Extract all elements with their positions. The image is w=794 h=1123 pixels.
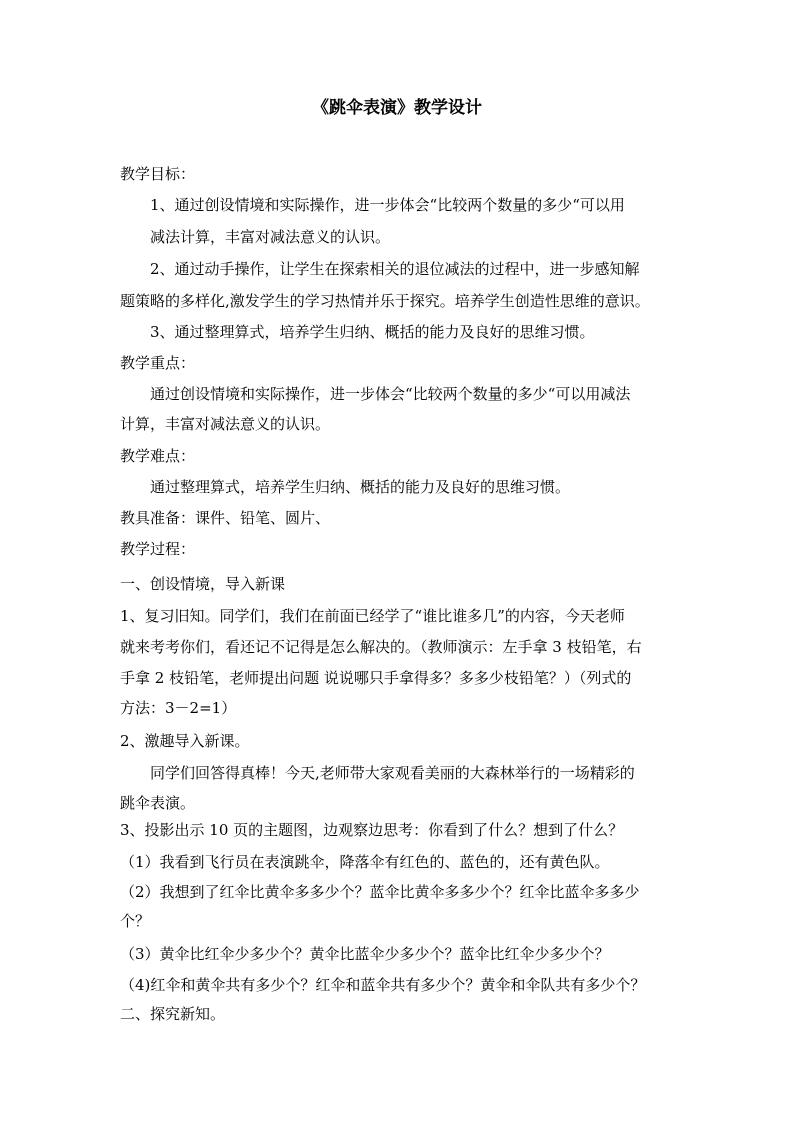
review-line-1: 1、复习旧知。同学们，我们在前面已经学了“谁比谁多几”的内容，今天老师 — [120, 607, 625, 625]
projection-task: 3、投影出示 10 页的主题图，边观察边思考：你看到了什么？想到了什么？ — [120, 821, 624, 839]
section-2-heading: 二、探究新知。 — [120, 1005, 226, 1023]
intro-line-2: 跳伞表演。 — [120, 794, 196, 812]
answer-2-line-2: 个？ — [120, 912, 151, 930]
answer-1: （1）我看到飞行员在表演跳伞，降落伞有红色的、蓝色的，还有黄色队。 — [120, 853, 610, 871]
heading-process: 教学过程： — [120, 540, 196, 558]
review-line-3: 手拿 2 枝铅笔，老师提出问题 说说哪只手拿得多？多多少枝铅笔？）（列式的 — [120, 669, 632, 687]
answer-3: （3）黄伞比红伞少多少个？黄伞比蓝伞少多少个？蓝伞比红伞少多少个？ — [120, 945, 610, 963]
difficulties-text: 通过整理算式，培养学生归纳、概括的能力及良好的思维习惯。 — [150, 478, 571, 496]
document-title: 《跳伞表演》教学设计 — [312, 98, 482, 118]
answer-4: （4)红伞和黄伞共有多少个？红伞和蓝伞共有多少个？黄伞和伞队共有多少个？ — [120, 976, 646, 994]
review-line-4: 方法：3－2=1） — [120, 699, 237, 717]
intro-heading: 2、激趣导入新课。 — [120, 732, 250, 750]
objective-1-line-1: 1、通过创设情境和实际操作，进一步体会“比较两个数量的多少“可以用 — [150, 196, 625, 214]
review-line-2: 就来考考你们，看还记不记得是怎么解决的。（教师演示：左手拿 3 枝铅笔，右 — [120, 638, 642, 656]
objective-2-line-2: 题策略的多样化,激发学生的学习热情并乐于探究。培养学生创造性思维的意识。 — [120, 292, 650, 310]
heading-key-points: 教学重点： — [120, 354, 196, 372]
key-points-line-2: 计算，丰富对减法意义的认识。 — [120, 415, 331, 433]
objective-2-line-1: 2、通过动手操作，让学生在探索相关的退位减法的过程中，进一步感知解 — [150, 260, 640, 278]
heading-difficulties: 教学难点： — [120, 447, 196, 465]
materials: 教具准备：课件、铅笔、圆片、 — [120, 509, 331, 527]
section-1-heading: 一、创设情境，导入新课 — [120, 575, 286, 593]
key-points-line-1: 通过创设情境和实际操作，进一步体会“比较两个数量的多少“可以用减法 — [150, 385, 631, 403]
intro-line-1: 同学们回答得真棒！今天,老师带大家观看美丽的大森林举行的一场精彩的 — [150, 764, 635, 782]
objective-3: 3、通过整理算式，培养学生归纳、概括的能力及良好的思维习惯。 — [150, 323, 595, 341]
objective-1-line-2: 减法计算，丰富对减法意义的认识。 — [150, 228, 391, 246]
heading-objectives: 教学目标： — [120, 165, 196, 183]
answer-2-line-1: （2）我想到了红伞比黄伞多多少个？蓝伞比黄伞多多少个？红伞比蓝伞多多少 — [120, 883, 640, 901]
